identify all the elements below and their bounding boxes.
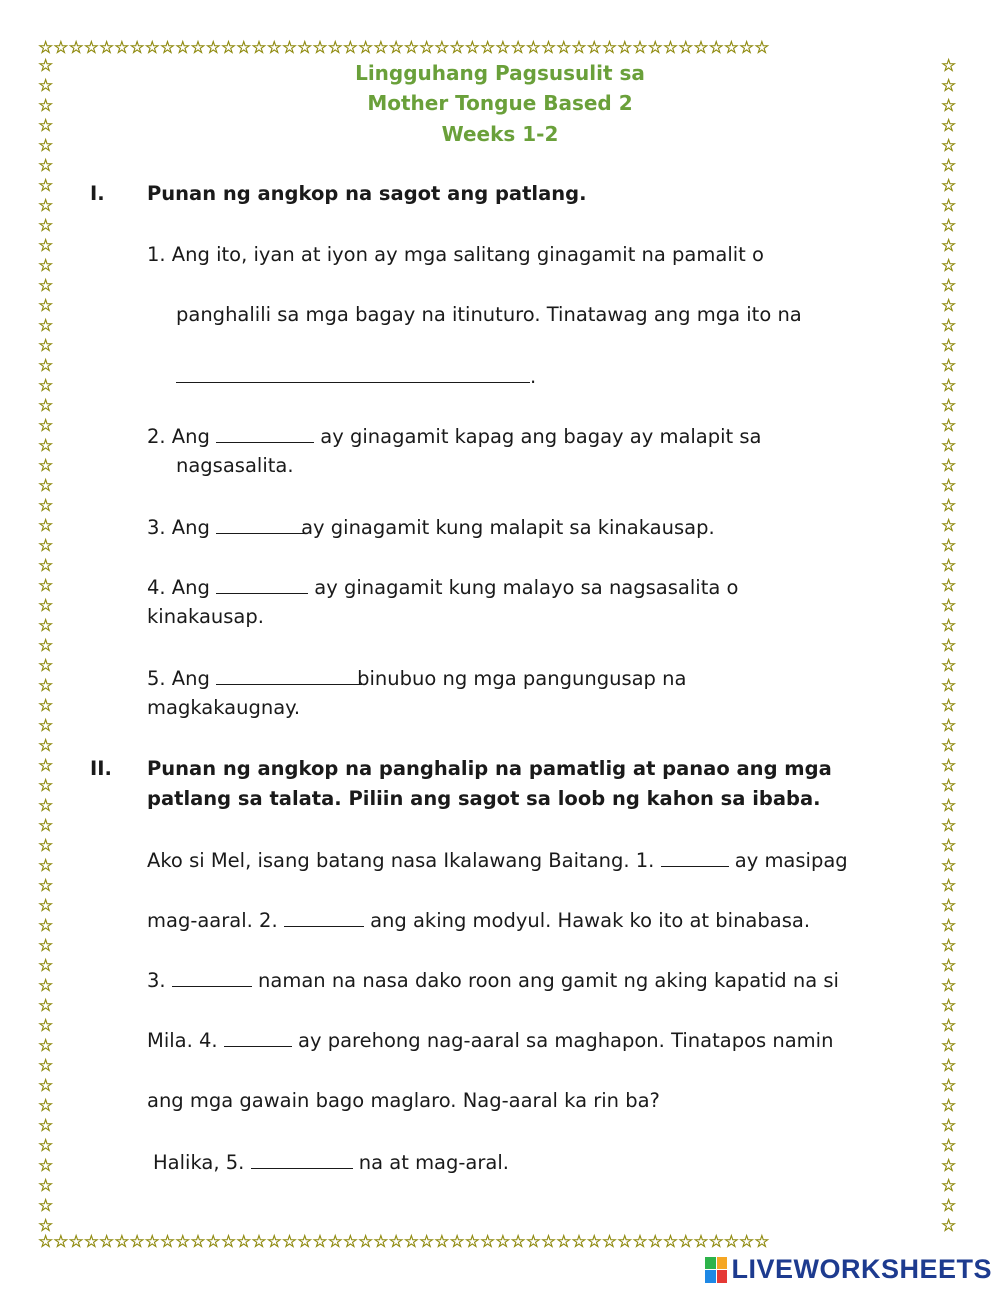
question-3: 3. Ang ay ginagamit kung malapit sa kinakausap. bbox=[147, 516, 715, 539]
logo-text: LIVEWORKSHEETS bbox=[731, 1254, 992, 1284]
liveworksheets-logo[interactable] bbox=[705, 1254, 992, 1285]
section-2-instruction-line-2: patlang sa talata. Piliin ang sagot sa loob ng kahon sa ibaba. bbox=[147, 787, 821, 810]
paragraph-line-2: mag-aaral. 2. ang aking modyul. Hawak ko ito at binabasa. bbox=[147, 909, 811, 932]
question-1-answer-row: . bbox=[176, 364, 536, 388]
star-border-top: ☆☆☆☆☆☆☆☆☆☆☆☆☆☆☆☆☆☆☆☆☆☆☆☆☆☆☆☆☆☆☆☆☆☆☆☆☆☆☆☆☆☆☆☆☆☆☆☆ bbox=[38, 38, 770, 58]
answer-blank-1[interactable] bbox=[176, 364, 530, 383]
star-border-bottom: ☆☆☆☆☆☆☆☆☆☆☆☆☆☆☆☆☆☆☆☆☆☆☆☆☆☆☆☆☆☆☆☆☆☆☆☆☆☆☆☆☆☆☆☆☆☆☆☆ bbox=[38, 1232, 770, 1252]
question-4-line-1: 4. Ang ay ginagamit kung malayo sa nagsasalita o bbox=[147, 576, 739, 599]
paragraph-blank-3[interactable] bbox=[172, 968, 252, 987]
header-line-3: Weeks 1-2 bbox=[441, 122, 559, 146]
star-border-right: ☆☆☆☆☆☆☆☆☆☆☆☆☆☆☆☆☆☆☆☆☆☆☆☆☆☆☆☆☆☆☆☆☆☆☆☆☆☆☆☆☆☆☆☆☆☆☆☆☆☆☆☆☆☆☆☆☆☆☆ bbox=[941, 56, 957, 1234]
answer-blank-5[interactable] bbox=[216, 666, 362, 685]
paragraph-line-3: 3. naman na nasa dako roon ang gamit ng aking kapatid na si bbox=[147, 969, 839, 992]
answer-blank-4[interactable] bbox=[216, 575, 308, 594]
section-1-numeral: I. bbox=[90, 182, 105, 205]
star-border-left: ☆☆☆☆☆☆☆☆☆☆☆☆☆☆☆☆☆☆☆☆☆☆☆☆☆☆☆☆☆☆☆☆☆☆☆☆☆☆☆☆☆☆☆☆☆☆☆☆☆☆☆☆☆☆☆☆☆☆☆ bbox=[38, 56, 54, 1234]
paragraph-blank-5[interactable] bbox=[251, 1150, 353, 1169]
header-line-1: Lingguhang Pagsusulit sa bbox=[355, 61, 645, 85]
question-1-line-1: 1. Ang ito, iyan at iyon ay mga salitang ginagamit na pamalit o bbox=[147, 243, 764, 266]
answer-blank-3[interactable] bbox=[216, 515, 306, 534]
paragraph-line-6: Halika, 5. na at mag-aral. bbox=[153, 1151, 509, 1174]
question-4-line-2: kinakausap. bbox=[147, 605, 264, 628]
question-2-line-1: 2. Ang ay ginagamit kapag ang bagay ay malapit sa bbox=[147, 425, 762, 448]
paragraph-line-5: ang mga gawain bago maglaro. Nag-aaral ka rin ba? bbox=[147, 1089, 660, 1112]
answer-blank-2[interactable] bbox=[216, 424, 314, 443]
header-line-2: Mother Tongue Based 2 bbox=[367, 91, 633, 115]
paragraph-line-4: Mila. 4. ay parehong nag-aaral sa maghapon. Tinatapos namin bbox=[147, 1029, 834, 1052]
paragraph-line-1: Ako si Mel, isang batang nasa Ikalawang Baitang. 1. ay masipag bbox=[147, 849, 848, 872]
question-2-line-2: nagsasalita. bbox=[176, 454, 294, 477]
liveworksheets-badge-icon bbox=[705, 1257, 727, 1283]
section-1-instruction: Punan ng angkop na sagot ang patlang. bbox=[147, 182, 587, 205]
question-5-line-2: magkakaugnay. bbox=[147, 696, 301, 719]
question-1-line-2: panghalili sa mga bagay na itinuturo. Tinatawag ang mga ito na bbox=[176, 303, 802, 326]
paragraph-blank-2[interactable] bbox=[284, 908, 364, 927]
section-2-numeral: II. bbox=[90, 757, 112, 780]
question-5-line-1: 5. Ang binubuo ng mga pangungusap na bbox=[147, 667, 687, 690]
paragraph-blank-4[interactable] bbox=[224, 1028, 292, 1047]
section-2-instruction-line-1: Punan ng angkop na panghalip na pamatlig at panao ang mga bbox=[147, 757, 832, 780]
paragraph-blank-1[interactable] bbox=[661, 848, 729, 867]
